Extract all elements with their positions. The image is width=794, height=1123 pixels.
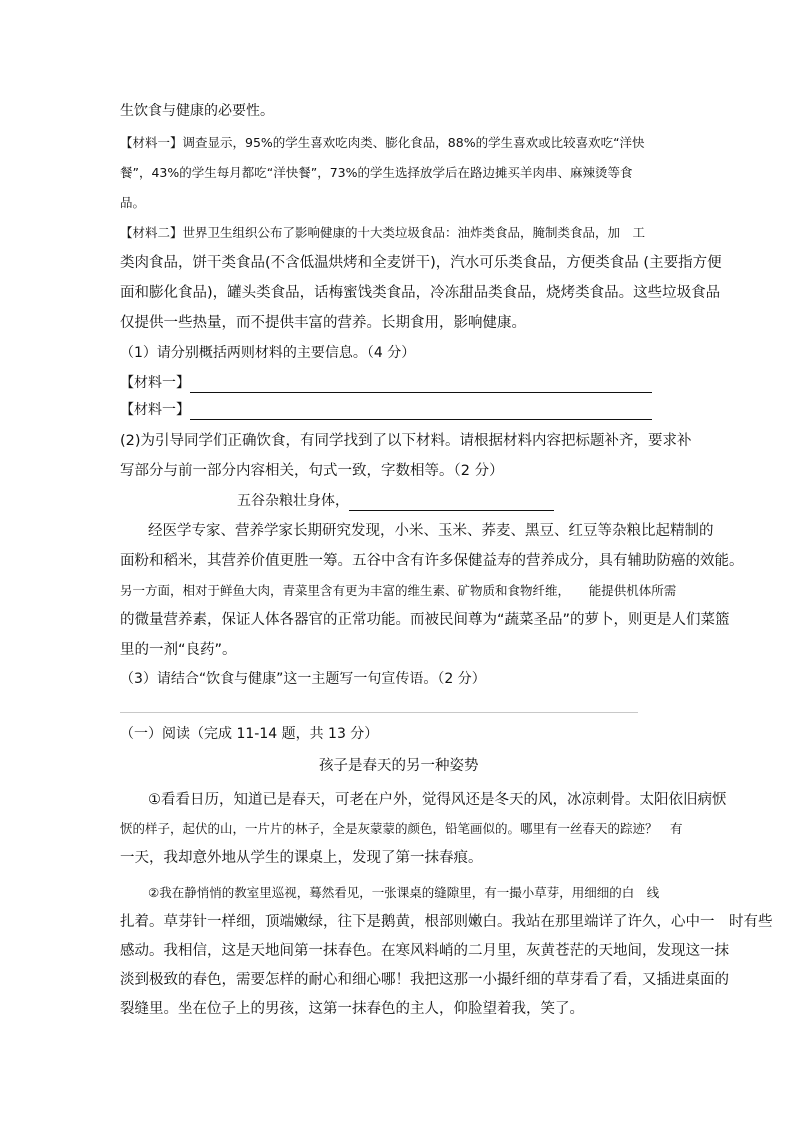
material-1-line: 餐”，43%的学生每月都吃“洋快餐”，73%的学生选择放学后在路边摊买羊肉串、麻辣烫等食: [120, 165, 633, 180]
reading-paragraph-line: 扎着。草芽针一样细，顶端嫩绿，往下是鹅黄，根部则嫩白。我站在那里端详了许久，心中一 时有些: [120, 914, 773, 930]
material-2-line: 面和膨化食品)，罐头类食品，话梅蜜饯类食品，冷冻甜品类食品，烧烤类食品。这些垃圾食品: [120, 285, 721, 301]
answer-row-2: [120, 400, 652, 420]
reading-paragraph-line: 感动。我相信，这是天地间第一抹春色。在寒风料峭的二月里，灰黄苍茫的天地间，发现这一抹: [120, 943, 729, 959]
article-body-line: 经医学专家、营养学家长期研究发现，小米、玉米、荞麦、黑豆、红豆等杂粮比起精制的: [148, 523, 714, 539]
article-body-line: 另一方面，相对于鲜鱼大肉，青菜里含有更为丰富的维生素、矿物质和食物纤维， 能提供机体所需: [120, 583, 677, 598]
reading-paragraph-line: ①看看日历，知道已是春天，可老在户外，觉得风还是冬天的风，冰凉刺骨。太阳依旧病恹: [148, 792, 727, 808]
question-2-line: 写部分与前一部分内容相关，句式一致，字数相等。（2 分）: [120, 463, 504, 479]
article-body-line: 面粉和稻米，其营养价值更胜一筹。五谷中含有许多保健益寿的营养成分，具有辅助防癌的效能。: [120, 553, 744, 569]
answer-label: 【材料一】: [120, 375, 190, 391]
material-1-line: 品。: [120, 195, 146, 210]
material-2-line: 类肉食品，饼干类食品(不含低温烘烤和全麦饼干)，汽水可乐类食品，方便类食品 (主要指方便: [120, 255, 722, 271]
article-title-prefix: 五谷杂粮壮身体，: [237, 493, 349, 509]
reading-paragraph-line: 淡到极致的春色，需要怎样的耐心和细心哪！我把这那一小撮纤细的草芽看了看，又插进桌面的: [120, 972, 729, 988]
section-divider: [120, 712, 638, 713]
reading-paragraph-line: 恹的样子，起伏的山，一片片的林子，全是灰蒙蒙的颜色，铅笔画似的。哪里有一丝春天的踪迹？ 有: [120, 821, 683, 836]
question-1: （1）请分别概括两则材料的主要信息。（4 分）: [120, 345, 416, 361]
intro-tail-text: 生饮食与健康的必要性。: [120, 103, 274, 119]
reading-title: 孩子是春天的另一种姿势: [319, 758, 479, 774]
answer-row-1: [120, 373, 652, 393]
question-2-line: (2)为引导同学们正确饮食，有同学找到了以下材料。请根据材料内容把标题补齐，要求补: [120, 433, 692, 449]
reading-paragraph-line: 一天，我却意外地从学生的课桌上，发现了第一抹春痕。: [120, 850, 483, 866]
material-1-line: 【材料一】调查显示，95%的学生喜欢吃肉类、膨化食品，88%的学生喜欢或比较喜欢吃“洋快: [120, 135, 645, 150]
reading-paragraph-line: ②我在静悄悄的教室里巡视，蓦然看见，一张课桌的缝隙里，有一撮小草芽，用细细的白 线: [148, 885, 660, 900]
reading-section-header: （一）阅读（完成 11-14 题，共 13 分）: [120, 726, 379, 742]
answer-blank-line[interactable]: [190, 376, 652, 393]
question-3: （3）请结合“饮食与健康”这一主题写一句宣传语。（2 分）: [120, 671, 486, 687]
answer-blank-line[interactable]: [190, 403, 652, 420]
title-blank-line[interactable]: [349, 494, 554, 511]
material-2-line: 仅提供一些热量，而不提供丰富的营养。长期食用，影响健康。: [120, 315, 526, 331]
article-title-row: [237, 491, 554, 511]
article-body-line: 的微量营养素，保证人体各器官的正常功能。而被民间尊为“蔬菜圣品”的萝卜，则更是人们菜篮: [120, 612, 730, 628]
answer-label: 【材料一】: [120, 402, 190, 418]
material-2-line: 【材料二】世界卫生组织公布了影响健康的十大类垃圾食品：油炸类食品，腌制类食品，加 工: [120, 225, 646, 240]
reading-paragraph-line: 裂缝里。坐在位子上的男孩，这第一抹春色的主人，仰脸望着我，笑了。: [120, 1001, 584, 1017]
article-body-line: 里的一剂“良药”。: [120, 642, 237, 658]
